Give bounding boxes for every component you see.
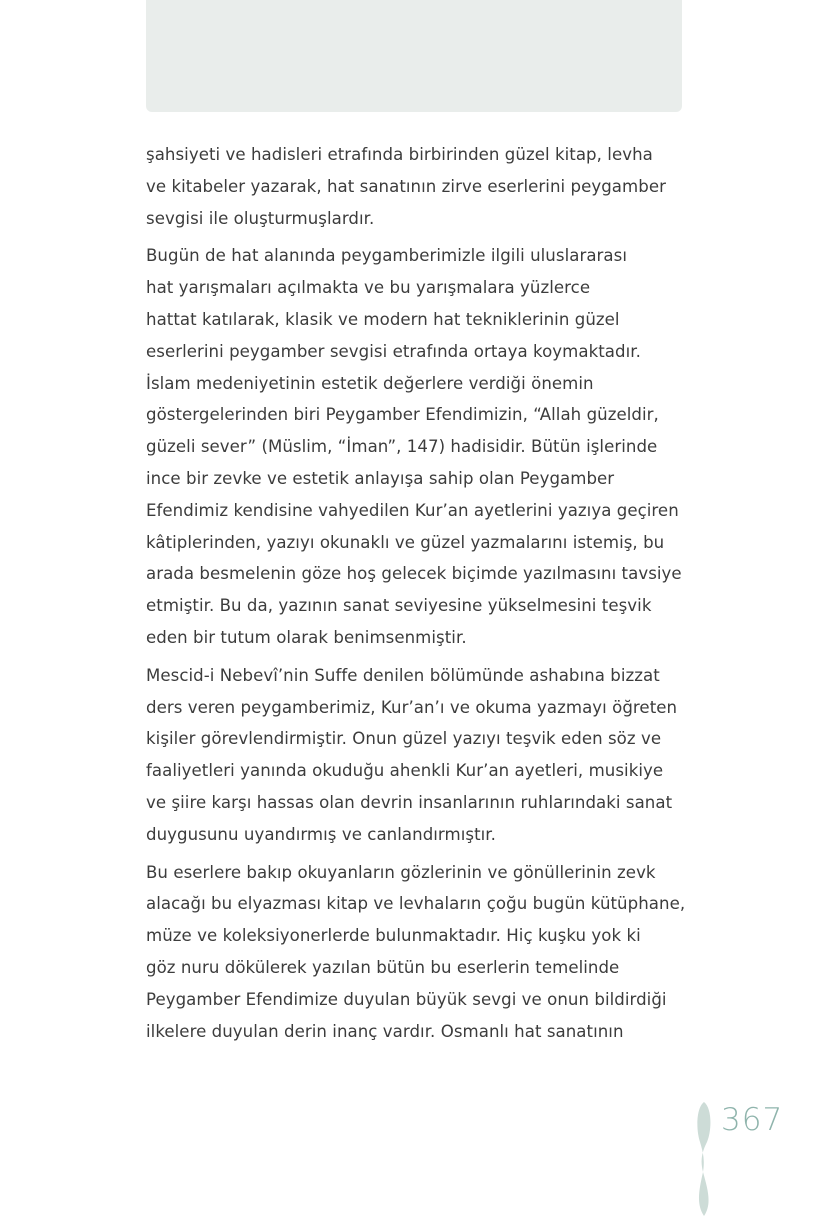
text-line: hat yarışmaları açılmakta ve bu yarışmalara yüzlerce bbox=[146, 278, 591, 298]
text-line: duygusunu uyandırmış ve canlandırmıştır. bbox=[146, 824, 496, 844]
text-line: Bu eserlere bakıp okuyanların gözlerinin ve gönüllerinin zevk bbox=[146, 862, 656, 882]
text-line: Mescid-i Nebevî’nin Suffe denilen bölümünde ashabına bizzat bbox=[146, 665, 660, 685]
paragraph-2 bbox=[146, 240, 691, 653]
paragraph-4 bbox=[146, 857, 691, 1048]
page-number: 367 bbox=[721, 1102, 784, 1138]
text-line: eden bir tutum olarak benimsenmiştir. bbox=[146, 627, 467, 647]
text-line: ve şiire karşı hassas olan devrin insanlarının ruhlarındaki sanat bbox=[146, 792, 673, 812]
text-line: hattat katılarak, klasik ve modern hat tekniklerinin güzel bbox=[146, 309, 620, 329]
text-line: eserlerini peygamber sevgisi etrafında ortaya koymaktadır. bbox=[146, 341, 641, 361]
text-line: faaliyetleri yanında okuduğu ahenkli Kur’an ayetleri, musikiye bbox=[146, 761, 664, 781]
text-line: ilkelere duyulan derin inanç vardır. Osmanlı hat sanatının bbox=[146, 1021, 624, 1041]
text-line: kâtiplerinden, yazıyı okunaklı ve güzel yazmalarını istemiş, bu bbox=[146, 532, 665, 552]
paragraph-1 bbox=[146, 139, 691, 234]
body-text bbox=[146, 139, 691, 1053]
text-line: sevgisi ile oluşturmuşlardır. bbox=[146, 208, 375, 228]
text-line: ve kitabeler yazarak, hat sanatının zirve eserlerini peygamber bbox=[146, 176, 666, 196]
text-line: göz nuru dökülerek yazılan bütün bu eserlerin temelinde bbox=[146, 957, 620, 977]
header-box bbox=[146, 0, 682, 112]
text-line: güzeli sever” (Müslim, “İman”, 147) hadisidir. Bütün işlerinde bbox=[146, 437, 658, 457]
text-line: ders veren peygamberimiz, Kur’an’ı ve okuma yazmayı öğreten bbox=[146, 697, 678, 717]
text-line: arada besmelenin göze hoş gelecek biçimde yazılmasını tavsiye bbox=[146, 564, 682, 584]
text-line: alacağı bu elyazması kitap ve levhaların çoğu bugün kütüphane, bbox=[146, 894, 686, 914]
text-line: Bugün de hat alanında peygamberimizle ilgili uluslararası bbox=[146, 246, 627, 266]
paragraph-3 bbox=[146, 660, 691, 851]
text-line: göstergelerinden biri Peygamber Efendimizin, “Allah güzeldir, bbox=[146, 405, 659, 425]
text-line: kişiler görevlendirmiştir. Onun güzel yazıyı teşvik eden söz ve bbox=[146, 729, 662, 749]
text-line: müze ve koleksiyonerlerde bulunmaktadır. Hiç kuşku yok ki bbox=[146, 926, 641, 946]
text-line: Efendimiz kendisine vahyedilen Kur’an ayetlerini yazıya geçiren bbox=[146, 500, 679, 520]
text-line: ince bir zevke ve estetik anlayışa sahip olan Peygamber bbox=[146, 468, 615, 488]
page-tab-ornament-icon bbox=[692, 1100, 716, 1217]
text-line: etmiştir. Bu da, yazının sanat seviyesine yükselmesini teşvik bbox=[146, 596, 652, 616]
text-line: Peygamber Efendimize duyulan büyük sevgi ve onun bildirdiği bbox=[146, 989, 667, 1009]
text-line: şahsiyeti ve hadisleri etrafında birbirinden güzel kitap, levha bbox=[146, 145, 653, 164]
text-line: İslam medeniyetinin estetik değerlere verdiği önemin bbox=[146, 373, 594, 393]
